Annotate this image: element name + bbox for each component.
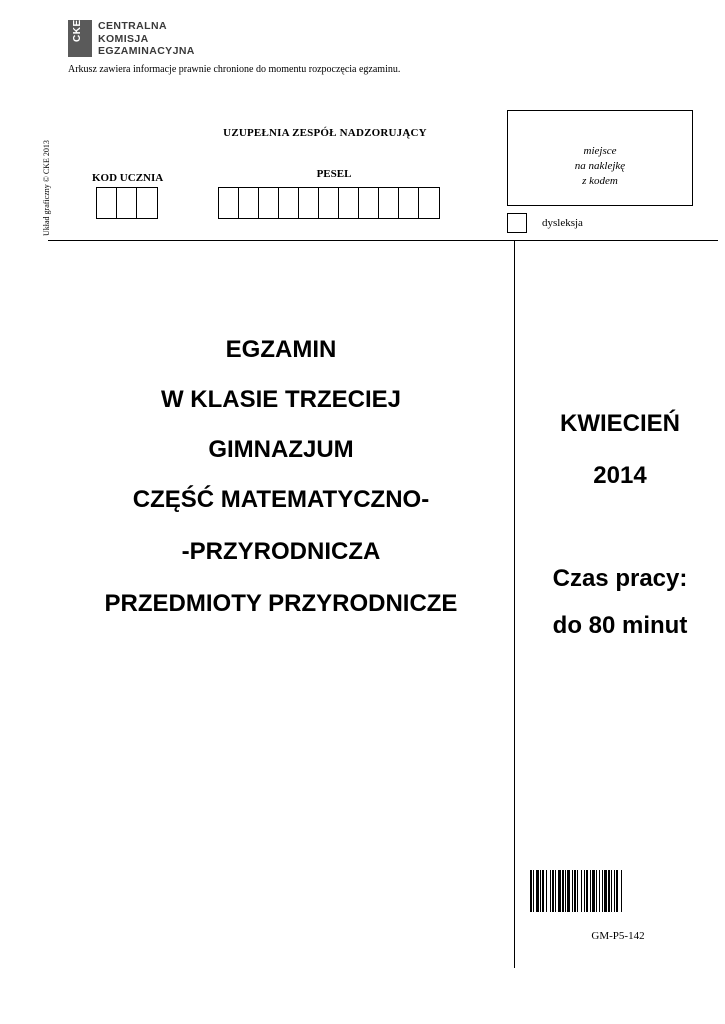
cke-logo [68,20,195,60]
header-divider [48,240,718,241]
pesel-cell[interactable] [219,188,239,218]
pesel-cell[interactable] [359,188,379,218]
logo-line-3: EGZAMINACYJNA [98,45,195,57]
student-code-label: KOD UCZNIA [92,172,164,184]
sticker-line-3: z kodem [582,175,618,187]
student-code-boxes[interactable] [96,187,158,219]
barcode [530,870,690,912]
exam-title-line-5: -PRZYRODNICZA [181,538,381,565]
logo-line-1: CENTRALNA [98,20,167,32]
column-divider [514,240,515,968]
pesel-label: PESEL [316,168,352,180]
cke-logo-text [98,20,195,60]
sticker-placeholder [507,110,693,206]
exam-title-line-6: PRZEDMIOTY PRZYRODNICZE [104,590,458,617]
time-label: Czas pracy: [552,565,688,592]
legal-notice: Arkusz zawiera informacje prawnie chronione do momentu rozpoczęcia egzaminu. [68,64,401,75]
pesel-cell[interactable] [319,188,339,218]
exam-title-line-4: CZĘŚĆ MATEMATYCZNO- [132,486,430,513]
graphic-layout-note: Układ graficzny © CKE 2013 [42,140,51,236]
supervisor-heading: UZUPEŁNIA ZESPÓŁ NADZORUJĄCY [223,127,427,139]
pesel-cell[interactable] [299,188,319,218]
pesel-cell[interactable] [379,188,399,218]
time-value: do 80 minut [552,612,688,639]
exam-code: GM-P5-142 [591,930,645,942]
exam-year: 2014 [593,462,647,489]
pesel-cell[interactable] [259,188,279,218]
student-code-cell[interactable] [117,188,137,218]
sticker-line-1: miejsce [583,145,617,157]
logo-line-2: KOMISJA [98,32,149,45]
pesel-cell[interactable] [239,188,259,218]
student-code-cell[interactable] [97,188,117,218]
exam-month: KWIECIEŃ [560,410,680,437]
pesel-cell[interactable] [399,188,419,218]
sticker-line-2: na naklejkę [574,160,626,172]
sticker-text [508,144,692,189]
cke-logo-mark: CKE [68,20,92,57]
pesel-boxes[interactable] [218,187,440,219]
exam-title-line-3: GIMNAZJUM [208,436,354,463]
dyslexia-checkbox[interactable] [507,213,527,233]
dyslexia-label: dysleksja [542,217,583,229]
pesel-cell[interactable] [419,188,439,218]
exam-title-line-1: EGZAMIN [225,336,337,363]
pesel-cell[interactable] [339,188,359,218]
exam-title-line-2: W KLASIE TRZECIEJ [160,386,401,413]
student-code-cell[interactable] [137,188,157,218]
pesel-cell[interactable] [279,188,299,218]
